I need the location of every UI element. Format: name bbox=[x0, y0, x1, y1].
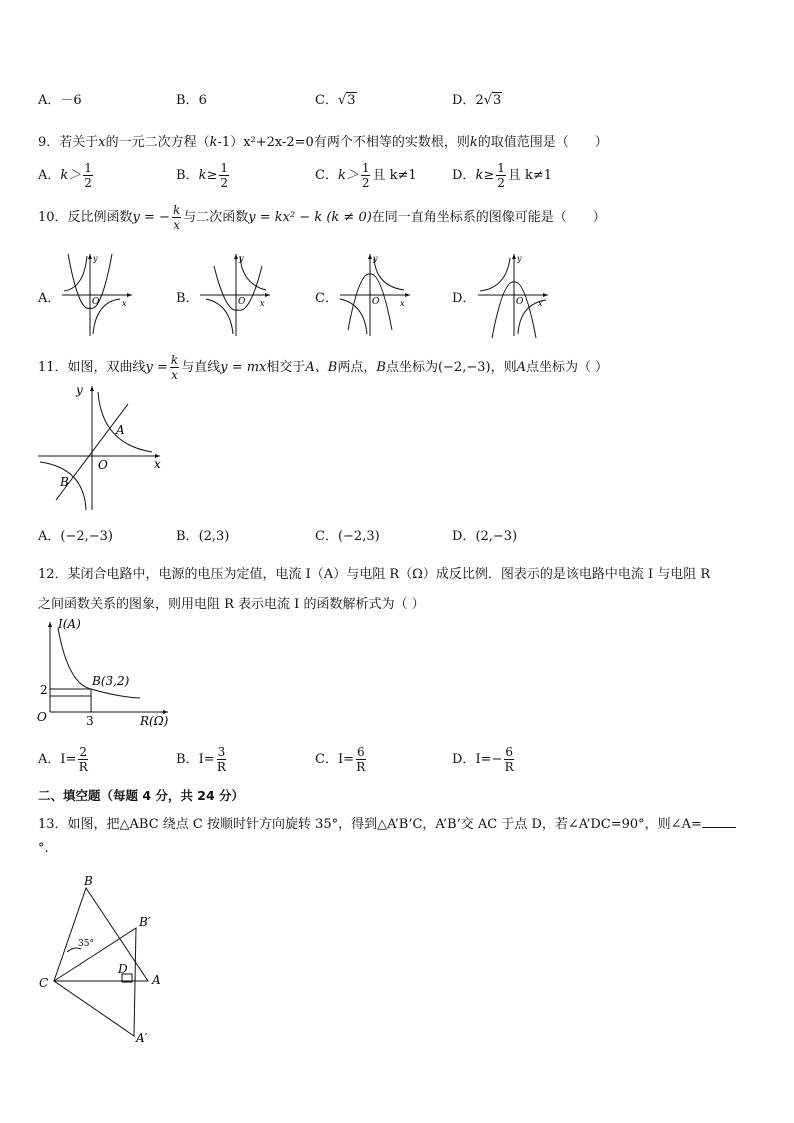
numerator: 3 bbox=[217, 745, 226, 759]
stem-text: 相交于 bbox=[266, 360, 306, 375]
label-a-prime: A′ bbox=[136, 1031, 148, 1045]
formula: I=− bbox=[475, 752, 503, 767]
denominator: R bbox=[78, 760, 88, 774]
stem-text: 9．若关于 bbox=[38, 135, 99, 150]
numerator: 1 bbox=[497, 161, 505, 175]
sqrt-sign: √ bbox=[337, 93, 347, 108]
option-letter: D． bbox=[452, 529, 476, 544]
y-arrow bbox=[48, 622, 52, 627]
variable: k bbox=[469, 135, 478, 150]
section-heading: 二、填空题（每题 4 分，共 24 分） bbox=[38, 788, 245, 803]
stem-text: ，则 bbox=[490, 360, 517, 375]
x-arrow bbox=[405, 293, 410, 297]
denominator: 2 bbox=[84, 176, 92, 190]
inequality: k＞ bbox=[337, 168, 359, 183]
numerator: k bbox=[170, 353, 179, 367]
origin-label: O bbox=[92, 297, 100, 307]
formula: y = kx² − k (k ≠ 0) bbox=[248, 210, 372, 225]
fraction bbox=[217, 746, 227, 773]
q10-option-d-label: D． bbox=[452, 291, 476, 306]
x-label: x bbox=[154, 457, 161, 471]
y-arrow bbox=[512, 254, 516, 259]
formula: I= bbox=[198, 752, 215, 767]
inequality: k≥ bbox=[475, 168, 495, 183]
inequality: k＞ bbox=[60, 168, 82, 183]
q8-option-d bbox=[452, 89, 502, 108]
origin-label: O bbox=[37, 710, 47, 724]
q11-graph bbox=[36, 382, 168, 514]
origin-label: O bbox=[98, 458, 108, 472]
option-letter: D． bbox=[452, 752, 476, 767]
option-letter: B． bbox=[176, 752, 199, 767]
fraction bbox=[78, 746, 88, 773]
q10-graph-b bbox=[196, 248, 276, 340]
y-tick-label: 2 bbox=[40, 683, 48, 697]
q9-option-d bbox=[452, 162, 552, 189]
denominator: R bbox=[356, 760, 366, 774]
fraction bbox=[172, 204, 181, 231]
hyperbola-left bbox=[206, 299, 233, 334]
denominator: 2 bbox=[220, 176, 228, 190]
numerator: 1 bbox=[361, 161, 370, 175]
radicand: 3 bbox=[347, 93, 356, 108]
stem-text: 11．如图，双曲线 bbox=[38, 360, 146, 375]
q11-option-d bbox=[452, 525, 517, 544]
q8-option-c bbox=[315, 89, 357, 108]
option-tail: 且 k≠1 bbox=[372, 168, 417, 183]
numerator: 6 bbox=[505, 745, 513, 759]
coefficient: 2 bbox=[475, 93, 484, 108]
x-arrow bbox=[543, 293, 548, 297]
y-label: y bbox=[373, 254, 378, 263]
numerator: 6 bbox=[356, 745, 365, 759]
x-label: R(Ω) bbox=[140, 714, 169, 728]
q13-figure bbox=[34, 870, 174, 1050]
stem-text: 与二次函数 bbox=[183, 210, 249, 225]
stem-text: 在同一直角坐标系的图像可能是（ ） bbox=[371, 210, 606, 225]
formula: I= bbox=[337, 752, 354, 767]
option-text: －6 bbox=[60, 93, 82, 108]
option-text: (2,−3) bbox=[475, 529, 518, 544]
option-letter: C． bbox=[315, 529, 338, 544]
stem-text: 两点， bbox=[337, 360, 377, 375]
denominator: R bbox=[216, 760, 226, 774]
inequality: k≥ bbox=[198, 168, 218, 183]
denominator: 2 bbox=[361, 176, 370, 190]
q9-stem bbox=[38, 131, 608, 150]
fraction bbox=[496, 162, 506, 189]
q8-option-b bbox=[176, 89, 207, 108]
q12-graph bbox=[34, 614, 184, 734]
x-label: x bbox=[260, 299, 265, 308]
hyperbola-right bbox=[98, 392, 152, 452]
option-letter: A． bbox=[38, 752, 61, 767]
option-letter: C． bbox=[315, 168, 338, 183]
option-letter: A． bbox=[38, 93, 61, 108]
denominator: R bbox=[504, 760, 514, 774]
fraction bbox=[504, 746, 514, 773]
option-letter: B． bbox=[176, 168, 199, 183]
numerator: 1 bbox=[84, 161, 92, 175]
label-d: D bbox=[118, 962, 128, 976]
fraction bbox=[219, 162, 229, 189]
numerator: 2 bbox=[79, 745, 88, 759]
y-label: y bbox=[517, 254, 522, 263]
option-letter: B． bbox=[176, 529, 199, 544]
point-a-label: A bbox=[116, 423, 125, 437]
fraction bbox=[356, 746, 366, 773]
formula: y = bbox=[145, 360, 168, 375]
q10-stem bbox=[38, 204, 606, 231]
y-label: y bbox=[93, 254, 98, 263]
q12-stem-line1: 12．某闭合电路中，电源的电压为定值，电流 I（A）与电阻 R（Ω）成反比例．图表示的是该电路中电流 I 与电阻 R bbox=[38, 567, 711, 582]
q12-option-a bbox=[38, 746, 90, 773]
q10-option-b-label: B． bbox=[176, 291, 199, 306]
x-arrow bbox=[127, 293, 132, 297]
stem-text: 13．如图，把△ABC 绕点 C 按顺时针方向旋转 35°，得到△A’B’C，A’B’交 AC 于点 D，若∠A’DC=90°，则∠A= bbox=[38, 817, 702, 832]
coordinate: (−2,−3) bbox=[437, 360, 491, 375]
y-arrow bbox=[90, 386, 94, 391]
point-b-label: B(3,2) bbox=[92, 674, 130, 688]
hyperbola-left bbox=[64, 256, 87, 291]
fraction bbox=[170, 354, 179, 381]
answer-blank[interactable] bbox=[702, 815, 736, 828]
hyperbola-right bbox=[240, 256, 266, 290]
formula: I= bbox=[60, 752, 77, 767]
numerator: 1 bbox=[220, 161, 228, 175]
q10-option-a-label: A． bbox=[38, 291, 61, 306]
y-arrow bbox=[368, 254, 372, 259]
origin-label: O bbox=[372, 297, 380, 307]
denominator: 2 bbox=[497, 176, 505, 190]
q12-stem-line2: 之间函数关系的图象，则用电阻 R 表示电流 I 的函数解析式为（ ） bbox=[38, 597, 425, 612]
label-b-prime: B′ bbox=[139, 915, 151, 929]
q9-option-c bbox=[315, 162, 417, 189]
x-arrow bbox=[265, 293, 270, 297]
q9-option-b bbox=[176, 162, 231, 189]
stem-text: 点坐标为（ ） bbox=[525, 360, 609, 375]
x-label: x bbox=[400, 299, 405, 308]
angle-label: 35° bbox=[78, 939, 94, 949]
option-letter: A． bbox=[38, 168, 61, 183]
label-c: C bbox=[39, 976, 49, 990]
origin-label: O bbox=[516, 297, 524, 307]
option-text: 6 bbox=[198, 93, 207, 108]
y-label: I(A) bbox=[58, 617, 81, 631]
numerator: k bbox=[172, 203, 181, 217]
label-b: B bbox=[84, 874, 93, 888]
q10-option-c-label: C． bbox=[315, 291, 338, 306]
y-arrow bbox=[234, 254, 238, 259]
option-text: (2,3) bbox=[198, 529, 230, 544]
q11-option-c bbox=[315, 525, 380, 544]
hyperbola-right bbox=[374, 258, 404, 290]
denominator: x bbox=[173, 218, 180, 232]
option-tail: 且 k≠1 bbox=[507, 168, 553, 183]
point-a: A bbox=[516, 360, 526, 375]
q10-graph-c bbox=[336, 248, 416, 340]
formula: y = mx bbox=[220, 360, 267, 375]
x-tick-label: 3 bbox=[86, 714, 94, 728]
q10-graph-a bbox=[58, 248, 138, 340]
q9-option-a bbox=[38, 162, 95, 189]
q8-option-a bbox=[38, 89, 82, 108]
q13-stem-line1 bbox=[38, 813, 736, 832]
fraction bbox=[83, 162, 93, 189]
fraction bbox=[361, 162, 371, 189]
x-label: x bbox=[538, 299, 543, 308]
option-letter: D． bbox=[452, 93, 476, 108]
y-label: y bbox=[76, 383, 83, 397]
origin-label: O bbox=[238, 297, 246, 307]
x-label: x bbox=[122, 299, 127, 308]
q13-stem-line2: °. bbox=[38, 841, 49, 856]
option-letter: B． bbox=[176, 93, 199, 108]
stem-text: -1）x²+2x-2=0有两个不相等的实数根，则 bbox=[217, 135, 470, 150]
q10-graph-d bbox=[474, 248, 554, 340]
option-letter: D． bbox=[452, 168, 476, 183]
stem-text: 与直线 bbox=[181, 360, 221, 375]
label-a: A bbox=[152, 973, 161, 987]
y-arrow bbox=[88, 254, 92, 259]
triangle-abc bbox=[54, 888, 148, 981]
variable: k bbox=[209, 135, 218, 150]
variable: x bbox=[98, 135, 106, 150]
stem-text: 的取值范围是（ ） bbox=[477, 135, 608, 150]
option-letter: C． bbox=[315, 93, 338, 108]
formula: y = − bbox=[132, 210, 170, 225]
sqrt-sign: √ bbox=[483, 93, 493, 108]
q12-option-c bbox=[315, 746, 368, 773]
hyperbola-left bbox=[480, 258, 510, 291]
option-text: (−2,3) bbox=[337, 529, 380, 544]
stem-text: 10．反比例函数 bbox=[38, 210, 133, 225]
points: A、B bbox=[305, 360, 338, 375]
q12-option-b bbox=[176, 746, 228, 773]
radicand: 3 bbox=[493, 93, 502, 108]
stem-text: 点坐标为 bbox=[385, 360, 438, 375]
option-letter: C． bbox=[315, 752, 338, 767]
point-b-label: B bbox=[60, 475, 69, 489]
option-letter: A． bbox=[38, 529, 61, 544]
point-b: B bbox=[376, 360, 386, 375]
q11-option-a bbox=[38, 525, 113, 544]
stem-text: 的一元二次方程（ bbox=[105, 135, 210, 150]
q12-option-d bbox=[452, 746, 516, 773]
q11-stem bbox=[38, 354, 608, 381]
denominator: x bbox=[171, 368, 178, 382]
option-text: (−2,−3) bbox=[60, 529, 113, 544]
y-label: y bbox=[239, 254, 244, 263]
q11-option-b bbox=[176, 525, 229, 544]
